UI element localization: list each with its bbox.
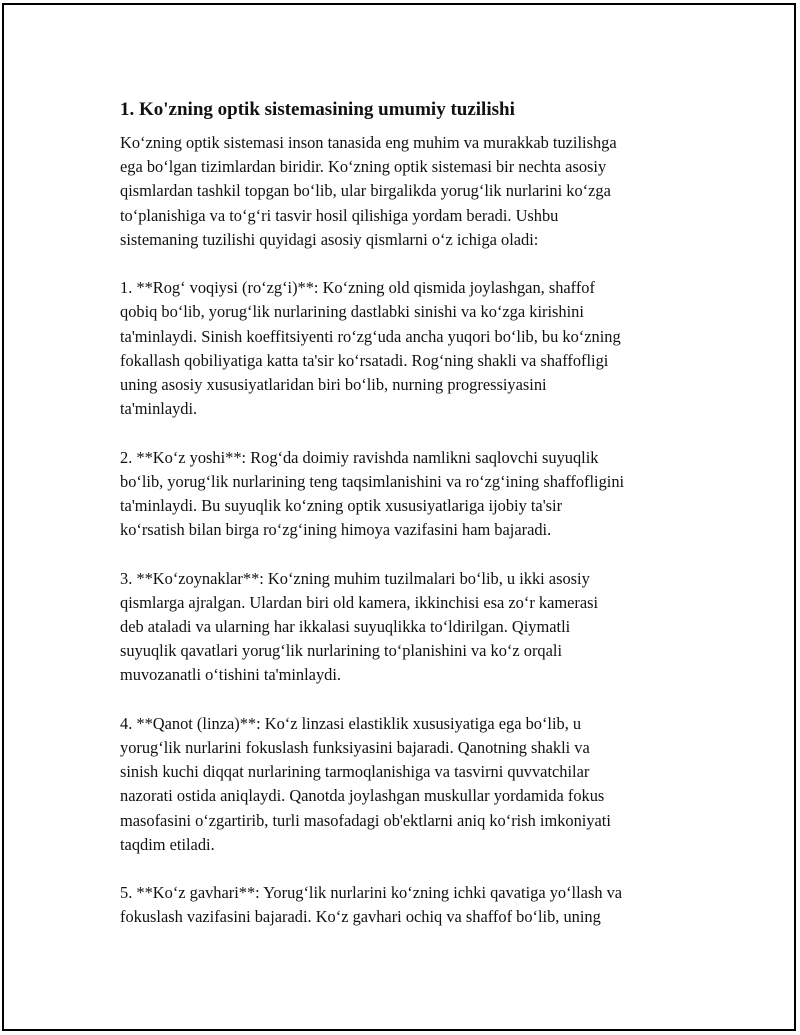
text-line: 1. **Rog‘ voqiysi (ro‘zg‘i)**: Ko‘zning old qismida joylashgan, shaffof [120,278,595,298]
text-line: nazorati ostida aniqlaydi. Qanotda joylashgan muskullar yordamida fokus [120,786,605,806]
text-line: fokuslash vazifasini bajaradi. Ko‘z gavhari ochiq va shaffof bo‘lib, uning [120,907,601,927]
text-line: qismlarga ajralgan. Ulardan biri old kamera, ikkinchisi esa zo‘r kamerasi [120,592,599,612]
text-line: uning asosiy xususiyatlaridan biri bo‘lib, nurning progressiyasini [120,375,547,395]
text-line: ta'minlaydi. Sinish koeffitsiyenti ro‘zg‘uda ancha yuqori bo‘lib, bu ko‘zning [120,326,621,346]
list-item-paragraph [120,881,700,929]
text-line: deb ataladi va ularning har ikkalasi suyuqlikka to‘ldirilgan. Qiymatli [120,617,571,637]
text-line: 2. **Ko‘z yoshi**: Rog‘da doimiy ravishda namlikni saqlovchi suyuqlik [120,447,599,467]
text-line: bo‘lib, yorug‘lik nurlarining teng taqsimlanishini va ro‘zg‘ining shaffofligini [120,471,625,491]
text-line: masofasini o‘zgartirib, turli masofadagi ob'ektlarni aniq ko‘rish imkoniyati [120,810,611,830]
list-item-paragraph [120,567,700,688]
text-line: fokallash qobiliyatiga katta ta'sir ko‘rsatadi. Rog‘ning shakli va shaffofligi [120,350,609,370]
text-line: ko‘rsatish bilan birga ro‘zg‘ining himoya vazifasini ham bajaradi. [120,520,552,540]
text-line: yorug‘lik nurlarini fokuslash funksiyasini bajaradi. Qanotning shakli va [120,738,590,758]
text-line: ega bo‘lgan tizimlardan biridir. Ko‘zning optik sistemasi bir nechta asosiy [120,157,607,177]
text-line: 5. **Ko‘z gavhari**: Yorug‘lik nurlarini ko‘zning ichki qavatiga yo‘llash va [120,883,623,903]
text-line: sinish kuchi diqqat nurlarining tarmoqlanishiga va tasvirni quvvatchilar [120,762,590,782]
text-line: ta'minlaydi. [120,399,198,419]
text-line: qobiq bo‘lib, yorug‘lik nurlarining dastlabki sinishi va ko‘zga kirishini [120,302,584,322]
text-line: sistemaning tuzilishi quyidagi asosiy qismlarni o‘z ichiga oladi: [120,229,539,249]
text-line: 4. **Qanot (linza)**: Ko‘z linzasi elastiklik xususiyatiga ega bo‘lib, u [120,713,582,733]
text-line: qismlardan tashkil topgan bo‘lib, ular birgalikda yorug‘lik nurlarini ko‘zga [120,181,611,201]
text-line: Ko‘zning optik sistemasi inson tanasida eng muhim va murakkab tuzilishga [120,133,617,152]
document-body [120,97,700,954]
intro-paragraph [120,131,700,252]
list-item-paragraph [120,712,700,857]
text-line: muvozanatli o‘tishini ta'minlaydi. [120,665,342,685]
list-item-paragraph [120,276,700,421]
text-line: ta'minlaydi. Bu suyuqlik ko‘zning optik xususiyatlariga ijobiy ta'sir [120,496,563,516]
text-line: to‘planishiga va to‘g‘ri tasvir hosil qilishiga yordam beradi. Ushbu [120,205,559,225]
document-page [2,3,796,1031]
section-heading: 1. Ko'zning optik sistemasining umumiy tuzilishi [120,99,515,120]
list-item-paragraph [120,446,700,543]
text-line: suyuqlik qavatlari yorug‘lik nurlarining to‘planishini va ko‘z orqali [120,641,562,661]
text-line: taqdim etiladi. [120,834,215,854]
text-line: 3. **Ko‘zoynaklar**: Ko‘zning muhim tuzilmalari bo‘lib, u ikki asosiy [120,568,590,588]
